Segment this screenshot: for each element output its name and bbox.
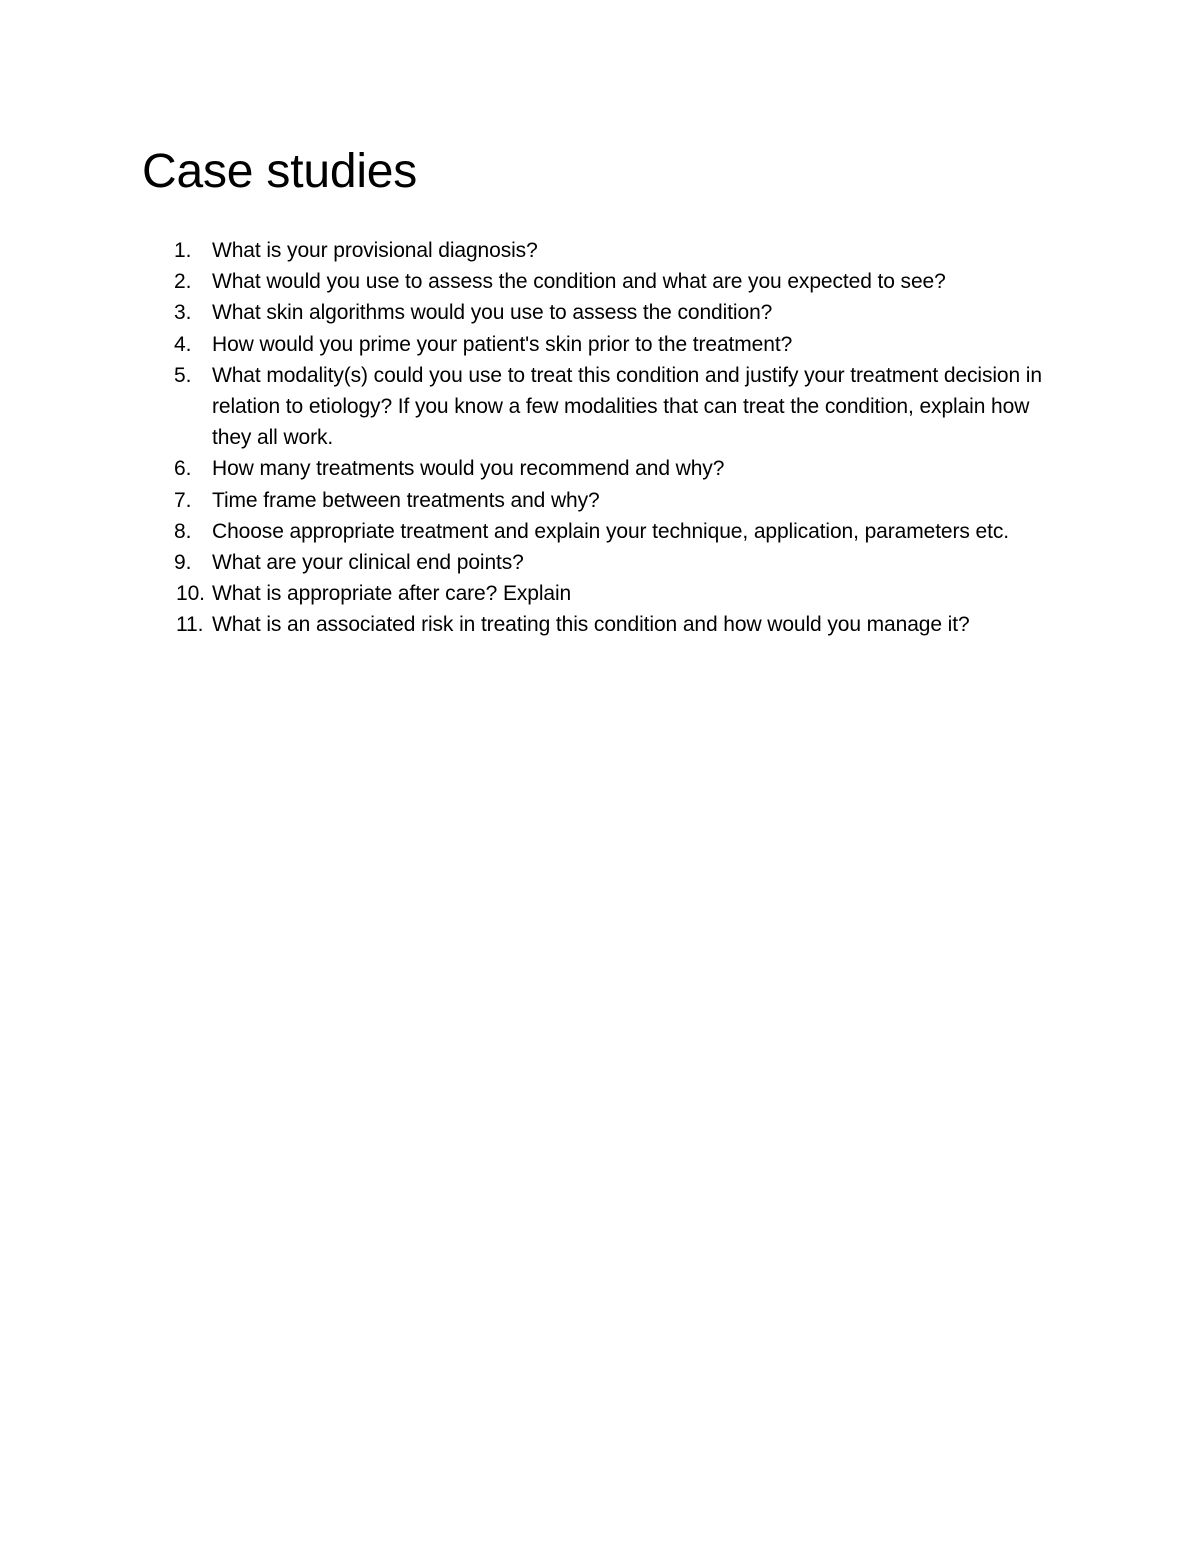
list-item-number: 8. bbox=[174, 519, 192, 543]
list-item bbox=[142, 609, 1052, 640]
question-list bbox=[142, 235, 1052, 641]
list-item-number: 7. bbox=[174, 488, 192, 512]
list-item-number: 6. bbox=[174, 457, 192, 481]
list-item-text: What is an associated risk in treating this condition and how would you manage it? bbox=[212, 613, 970, 637]
list-item bbox=[142, 360, 1052, 454]
list-item-text: How many treatments would you recommend and why? bbox=[212, 457, 725, 481]
list-item bbox=[142, 547, 1052, 578]
list-item bbox=[142, 485, 1052, 516]
list-item bbox=[142, 516, 1052, 547]
list-item-text: What are your clinical end points? bbox=[212, 551, 524, 575]
list-item bbox=[142, 297, 1052, 328]
list-item-text: What skin algorithms would you use to assess the condition? bbox=[212, 301, 773, 325]
page-title: Case studies bbox=[142, 145, 418, 198]
list-item bbox=[142, 453, 1052, 484]
list-item-number: 5. bbox=[174, 363, 192, 387]
list-item bbox=[142, 266, 1052, 297]
list-item-text: How would you prime your patient's skin prior to the treatment? bbox=[212, 332, 793, 356]
list-item bbox=[142, 578, 1052, 609]
list-item-text: What would you use to assess the condition and what are you expected to see? bbox=[212, 270, 946, 294]
list-item-number: 1. bbox=[174, 239, 192, 262]
list-item bbox=[142, 329, 1052, 360]
list-item-number: 10. bbox=[176, 582, 205, 606]
list-item-number: 3. bbox=[174, 301, 192, 325]
list-item-text: What modality(s) could you use to treat this condition and justify your treatment decision in relation to etiology? If you know a few modalities that can treat the condition, explain how they all work. bbox=[212, 363, 1042, 450]
list-item-text: What is your provisional diagnosis? bbox=[212, 239, 538, 262]
list-item-number: 9. bbox=[174, 551, 192, 575]
list-item-number: 2. bbox=[174, 270, 192, 294]
list-item-number: 11. bbox=[176, 613, 204, 637]
list-item-number: 4. bbox=[174, 332, 192, 356]
list-item-text: Time frame between treatments and why? bbox=[212, 488, 600, 512]
list-item-text: What is appropriate after care? Explain bbox=[212, 582, 572, 606]
list-item-text: Choose appropriate treatment and explain your technique, application, parameters etc. bbox=[212, 519, 1009, 543]
list-item bbox=[142, 235, 1052, 266]
